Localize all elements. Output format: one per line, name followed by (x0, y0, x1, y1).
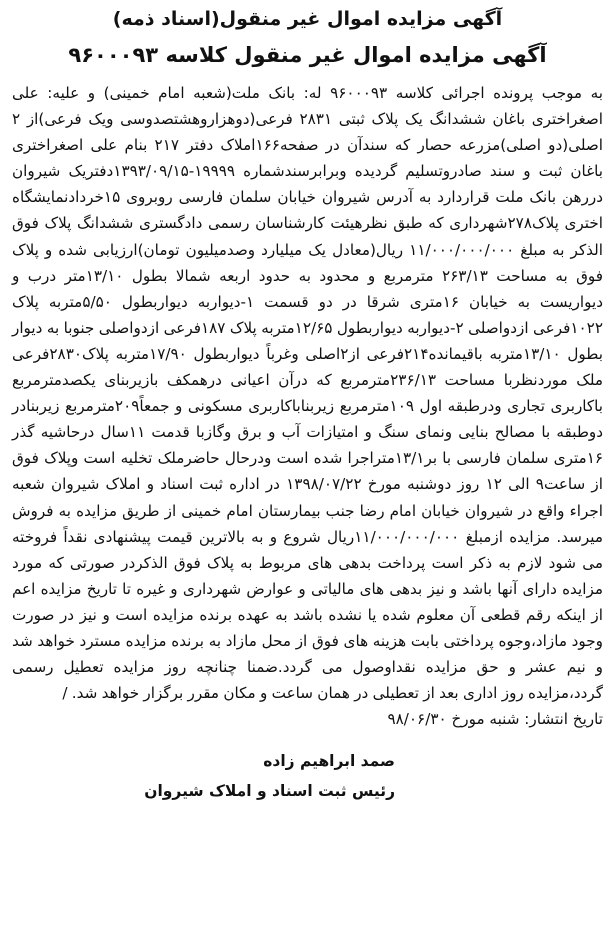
notice-title: آگهی مزایده اموال غیر منقول(اسناد ذمه) (112, 8, 503, 30)
notice-subtitle: آگهی مزایده اموال غیر منقول کلاسه ۹۶۰۰۰۹۳ (68, 43, 547, 67)
signature-block (12, 746, 603, 806)
publish-date: تاریخ انتشار: شنبه مورخ ۹۸/۰۶/۳۰ (387, 710, 603, 729)
signatory-title: رئیس ثبت اسناد و املاک شیروان (144, 782, 395, 801)
signatory-name: صمد ابراهیم زاده (263, 752, 395, 771)
notice-body: به موجب پرونده اجرائی کلاسه ۹۶۰۰۰۹۳ له: بانک ملت(شعبه امام خمینی) و علیه: علی اصغراختری باغان ششدانگ یک پلاک ثبتی ۲۸۳۱ فرعی(دوهزاروهشتصدوسی ویک فرعی)از ۲ اصلی(دو اصلی)مزرعه حصار که سندآن در صفحه۱۶۶املاک دفتر ۲۱۷ بنام علی اصغراختری باغان ثبت و سند صادروتسلیم گردیده وبرابرسندشماره ۱۹۹۹۹-۱۳۹۳/۰۹/۱۵دفتریک شیروان دررهن بانک ملت قراردارد به آدرس شیروان خیابان سلمان فارسی روبروی ۱۵خردادنمایشگاه اختری پلاک۲۷۸شهرداری که طبق نظرهیئت کارشناسان رسمی دادگستری ششدانگ پلاک فوق الذکر به مبلغ ۱۱/۰۰۰/۰۰۰/۰۰۰ ریال(معادل یک میلیارد وصدمیلیون تومان)ارزیابی شده و پلاک فوق به مساحت ۲۶۳/۱۳ مترمربع و محدود به حدود اربعه شمالا بطول ۱۳/۱۰متر درب و دیواریست به خیابان ۱۶متری شرقا در دو قسمت ۱-دیواربه دیواربطول ۵/۵۰متربه پلاک ۱۰۲۲فرعی ازدواصلی ۲-دیواربه دیواربطول ۱۲/۶۵متربه پلاک ۱۸۷فرعی ازدواصلی جنوبا به دیوار بطول ۱۳/۱۰متربه باقیمانده۲۱۴فرعی از۲اصلی وغرباً دیواربطول ۱۷/۹۰متربه پلاک۲۸۳۰فرعی ملک موردنظربا مساحت ۲۳۶/۱۳مترمربع که درآن اعیانی درهمکف بازیربنای یکصدمترمربع باکاربری تجاری ودرطبقه اول ۱۰۹مترمربع زیربناباکاربری مسکونی و جمعاً۲۰۹مترمربع زیربنادر دوطبقه با مصالح بنایی ونمای سنگ و امتیازات آب و برق وگازبا قدمت ۱۱سال درحاشیه گذر ۱۶متری سلمان فارسی با بر۱۳/۱متراجرا شده است ودرحال حاضرملک تخلیه است وپلاک فوق از ساعت۹ الی ۱۲ روز دوشنبه مورخ ۱۳۹۸/۰۷/۲۲ در اداره ثبت اسناد و املاک شیروان شعبه اجراء واقع در شیروان خیابان امام رضا جنب بیمارستان امام خمینی از طریق مزایده به فروش میرسد. مزایده ازمبلغ ۱۱/۰۰۰/۰۰۰/۰۰۰ریال شروع و به بالاترین قیمت پیشنهادی نقداً فروخته می شود لازم به ذکر است پرداخت بدهی های مربوط به پلاک فوق الذکردر صورتی که مورد مزایده دارای آنها باشد و نیز بدهی های مالیاتی و عوارض شهرداری و غیره تا تاریخ مزایده اعم از اینکه رقم قطعی آن معلوم شده یا نشده باشد به عهده برنده مزایده است و نیز در صورت وجود مازاد،وجوه پرداختی بابت هزینه های فوق از محل مازاد به برنده مزایده مسترد خواهد شد و نیم عشر و حق مزایده نقداوصول می گردد.ضمنا چنانچه روز مزایده تعطیل رسمی گردد،مزایده روز اداری بعد از تعطیلی در همان ساعت و مکان مقرر برگزار خواهد شد. / (12, 84, 604, 703)
